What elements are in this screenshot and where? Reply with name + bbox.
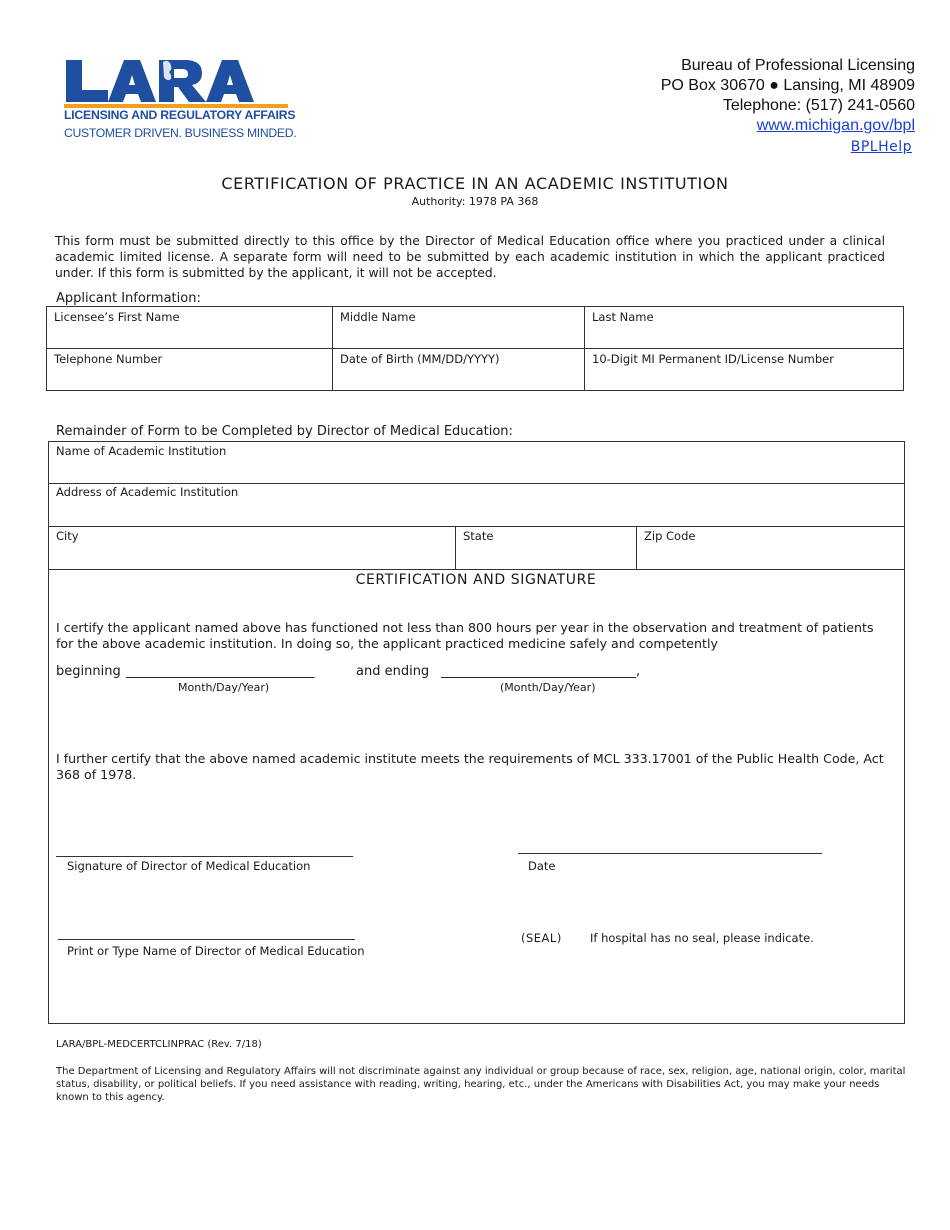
bureau-address: PO Box 30670 ● Lansing, MI 48909 (660, 77, 915, 94)
signature-line[interactable] (56, 856, 353, 857)
first-name-label: Licensee’s First Name (54, 310, 180, 324)
last-name-field[interactable] (585, 307, 904, 349)
telephone-label: Telephone Number (54, 352, 163, 366)
dob-field[interactable] (333, 349, 585, 391)
form-title: CERTIFICATION OF PRACTICE IN AN ACADEMIC INSTITUTION (221, 174, 729, 193)
applicant-section-label: Applicant Information: (56, 291, 201, 306)
form-authority: Authority: 1978 PA 368 (411, 195, 539, 208)
beginning-date-hint: Month/Day/Year) (178, 681, 270, 694)
first-name-field[interactable] (47, 307, 333, 349)
form-id: LARA/BPL-MEDCERTCLINPRAC (Rev. 7/18) (56, 1039, 262, 1050)
date-line[interactable] (518, 853, 822, 854)
ending-date-hint: (Month/Day/Year) (500, 681, 596, 694)
certification-statement-2: I further certify that the above named academic institute meets the requirements of MCL 333.17001 of the Public Health Code, Act 368 of 1978. (56, 751, 884, 782)
last-name-label: Last Name (592, 310, 654, 324)
date-label: Date (528, 859, 556, 873)
disclaimer: The Department of Licensing and Regulatory Affairs will not discriminate against any individual or group because of race, sex, religion, age, national origin, color, marital status, disability, or political beliefs. If you need assistance with reading, writing, hearing, etc., under the Americans with Disabilities Act, you may make your needs known to this agency. (56, 1066, 906, 1103)
print-name-label: Print or Type Name of Director of Medical Education (67, 944, 365, 958)
bpl-help-link[interactable]: BPLHelp (850, 139, 912, 155)
license-id-field[interactable] (585, 349, 904, 391)
beginning-date-field[interactable]: _____________________________ (126, 664, 315, 679)
bureau-name: Bureau of Professional Licensing (681, 57, 915, 74)
certification-statement-1: I certify the applicant named above has functioned not less than 800 hours per year in the observation and treatment of patients for the above academic institution. In doing so, the applicant practiced medicine safely and competently (56, 620, 874, 651)
dob-label: Date of Birth (MM/DD/YYYY) (340, 352, 500, 366)
logo-line2: CUSTOMER DRIVEN. BUSINESS MINDED. (64, 126, 297, 140)
applicant-table (46, 306, 904, 391)
signature-label: Signature of Director of Medical Education (67, 859, 311, 873)
seal-note: If hospital has no seal, please indicate. (590, 931, 814, 945)
ending-label: and ending (356, 664, 430, 679)
institution-name-field[interactable]: Name of Academic Institution (56, 444, 227, 458)
director-section-label: Remainder of Form to be Completed by Director of Medical Education: (56, 424, 513, 439)
middle-name-field[interactable] (333, 307, 585, 349)
bureau-telephone: Telephone: (517) 241-0560 (722, 97, 915, 114)
beginning-label: beginning (56, 664, 121, 679)
logo-line1: LICENSING AND REGULATORY AFFAIRS (64, 108, 296, 122)
middle-name-label: Middle Name (340, 310, 416, 324)
bureau-website-link[interactable]: www.michigan.gov/bpl (756, 117, 915, 134)
lara-logo (62, 58, 297, 144)
state-field[interactable]: State (463, 529, 494, 543)
form-intro: This form must be submitted directly to this office by the Director of Medical Education office where you practiced under a clinical academic limited license. A separate form will need to be submitted by each academic institution in which the applicant practiced under. If this form is submitted by the applicant, it will not be accepted. (55, 234, 885, 280)
print-name-line[interactable] (58, 939, 355, 940)
ending-date-field[interactable]: ______________________________, (441, 664, 641, 679)
institution-address-field[interactable]: Address of Academic Institution (56, 485, 239, 499)
city-field[interactable]: City (56, 529, 79, 543)
certification-heading: CERTIFICATION AND SIGNATURE (355, 572, 597, 588)
zip-field[interactable]: Zip Code (644, 529, 696, 543)
telephone-field[interactable] (47, 349, 333, 391)
seal-label: (SEAL) (521, 931, 562, 945)
license-id-label: 10-Digit MI Permanent ID/License Number (592, 352, 834, 366)
